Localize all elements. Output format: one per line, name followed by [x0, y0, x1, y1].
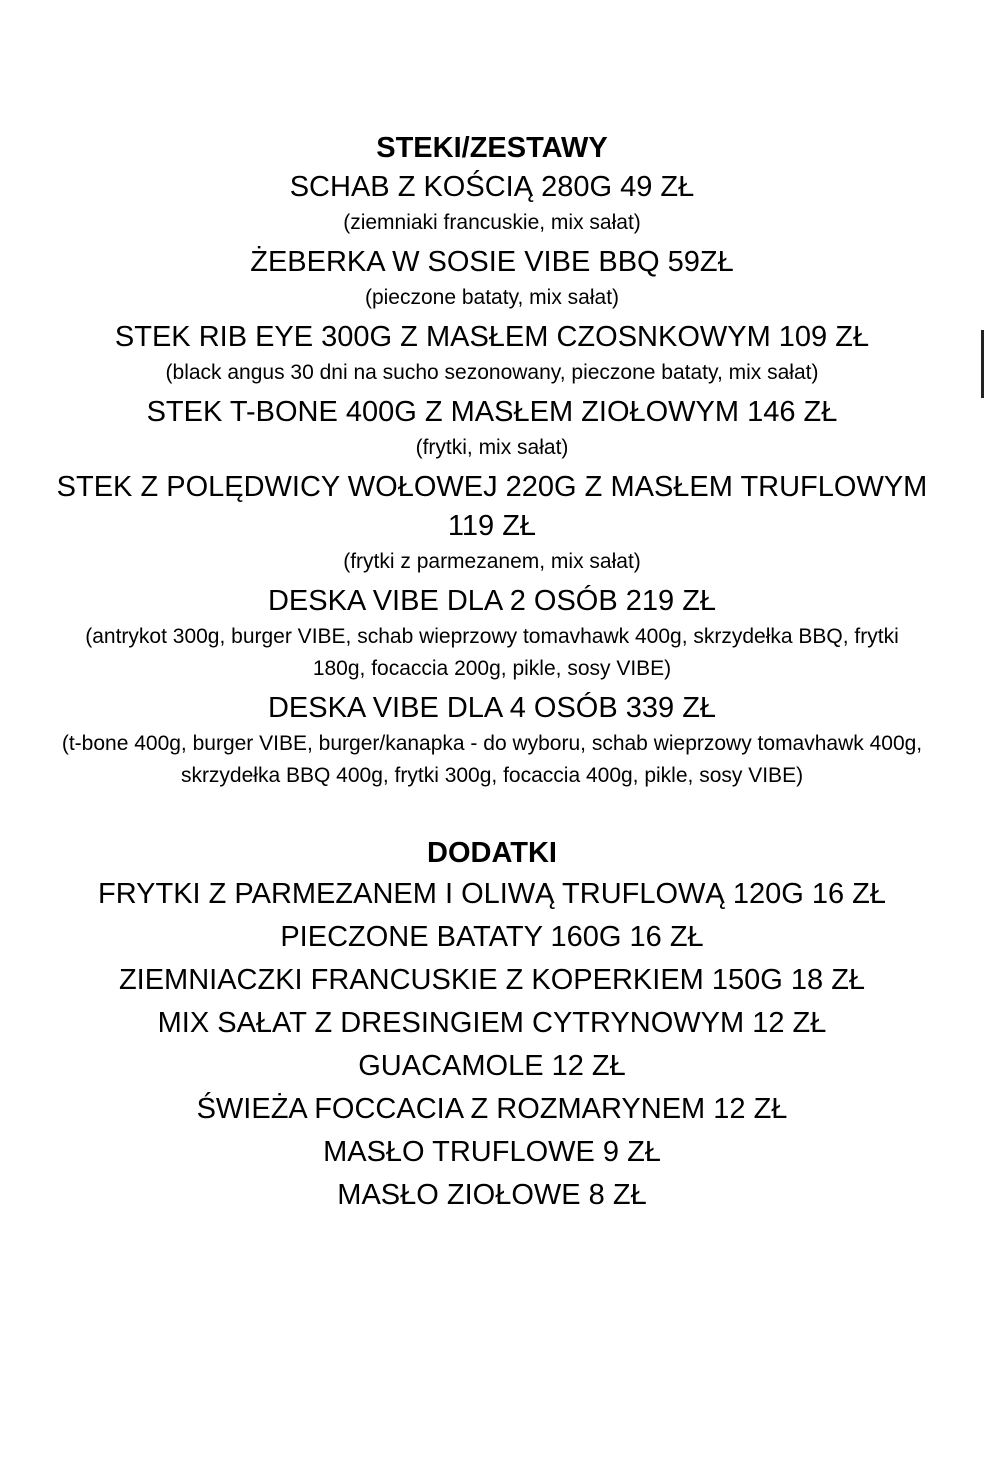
side-item: ZIEMNIACZKI FRANCUSKIE Z KOPERKIEM 150G 18 ZŁ	[118, 964, 866, 996]
item-description: (frytki z parmezanem, mix sałat)	[343, 550, 641, 573]
section-steki-zestawy	[0, 128, 984, 792]
side-item: MASŁO TRUFLOWE 9 ZŁ	[323, 1136, 661, 1168]
section-title-dodatki: DODATKI	[427, 837, 557, 869]
section-title-steki: STEKI/ZESTAWY	[376, 132, 608, 164]
menu-item-schab	[0, 168, 984, 239]
menu-item-deska-4	[0, 689, 984, 792]
menu-item-zeberka	[0, 243, 984, 314]
item-name: DESKA VIBE DLA 4 OSÓB 339 ZŁ	[267, 692, 717, 724]
item-name: ŻEBERKA W SOSIE VIBE BBQ 59ZŁ	[250, 246, 734, 278]
item-description: (pieczone bataty, mix sałat)	[364, 286, 620, 309]
menu-page	[0, 128, 984, 1217]
item-name: STEK RIB EYE 300G Z MASŁEM CZOSNKOWYM 109 ZŁ	[114, 321, 870, 353]
menu-item-rib-eye	[0, 318, 984, 389]
menu-item-deska-2	[0, 582, 984, 685]
item-name: SCHAB Z KOŚCIĄ 280G 49 ZŁ	[289, 171, 695, 203]
item-description: (frytki, mix sałat)	[415, 436, 569, 459]
item-description: (antrykot 300g, burger VIBE, schab wieprzowy tomavhawk 400g, skrzydełka BBQ, frytki 180g, focaccia 200g, pikle, sosy VIBE)	[85, 625, 899, 680]
side-item: PIECZONE BATATY 160G 16 ZŁ	[280, 921, 704, 953]
item-description: (ziemniaki francuskie, mix sałat)	[343, 211, 641, 234]
side-item: MIX SAŁAT Z DRESINGIEM CYTRYNOWYM 12 ZŁ	[157, 1007, 827, 1039]
side-item: MASŁO ZIOŁOWE 8 ZŁ	[337, 1179, 647, 1211]
menu-item-t-bone	[0, 393, 984, 464]
side-item: FRYTKI Z PARMEZANEM I OLIWĄ TRUFLOWĄ 120G 16 ZŁ	[98, 878, 886, 910]
menu-item-poledwica	[0, 468, 984, 578]
section-dodatki	[0, 833, 984, 1217]
side-item: ŚWIEŻA FOCCACIA Z ROZMARYNEM 12 ZŁ	[196, 1093, 788, 1125]
item-name: STEK T-BONE 400G Z MASŁEM ZIOŁOWYM 146 ZŁ	[146, 396, 838, 428]
item-description: (t-bone 400g, burger VIBE, burger/kanapka - do wyboru, schab wieprzowy tomavhawk 400g, skrzydełka BBQ 400g, frytki 300g, focaccia 400g, pikle, sosy VIBE)	[61, 732, 923, 787]
side-item: GUACAMOLE 12 ZŁ	[358, 1050, 626, 1082]
item-name: DESKA VIBE DLA 2 OSÓB 219 ZŁ	[267, 585, 717, 617]
item-description: (black angus 30 dni na sucho sezonowany, pieczone bataty, mix sałat)	[165, 361, 819, 384]
item-name: STEK Z POLĘDWICY WOŁOWEJ 220G Z MASŁEM TRUFLOWYM 119 ZŁ	[56, 471, 928, 542]
